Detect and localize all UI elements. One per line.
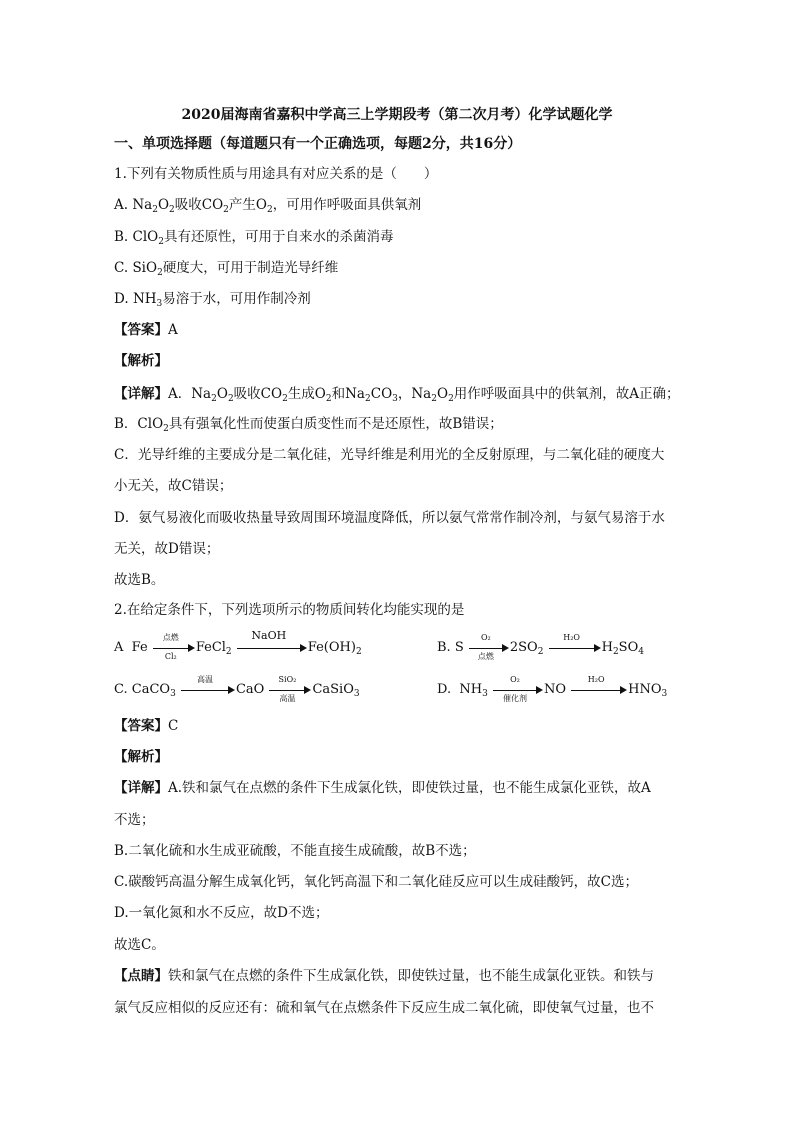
q1-detail-d-line2: 无关，故D错误；: [114, 541, 220, 557]
reaction-arrow: 高温: [181, 684, 235, 696]
q1-option-d: D. $NH_3$易溶于水，可用作制冷剂: [114, 291, 311, 309]
q2-detail-b: B.二氧化硫和水生成亚硫酸，不能直接生成硫酸，故B不选；: [114, 843, 476, 859]
q2-detail-c: C.碳酸钙高温分解生成氧化钙，氧化钙高温下和二氧化硅反应可以生成硅酸钙，故C选；: [114, 874, 638, 890]
q2-detail-d: D.一氧化氮和水不反应，故D不选；: [114, 905, 329, 921]
q1-option-c: C. SiO$_2$硬度大，可用于制造光导纤维: [114, 260, 339, 278]
q2-option-c: C. CaCO$_3$ 高温 CaO SiO₂ 高温 CaSiO$_3$: [114, 674, 360, 703]
q2-stem: 2.在给定条件下，下列选项所示的物质间转化均能实现的是: [114, 602, 465, 618]
q2-answer: 【答案】C: [114, 718, 179, 734]
q1-detail-b: B．ClO$_2$具有强氧化性而使蛋白质变性而不是还原性，故B错误；: [114, 416, 503, 434]
q2-detail-a-line2: 不选；: [114, 812, 155, 828]
reaction-arrow: SiO₂ 高温: [269, 684, 311, 696]
q1-answer: 【答案】A: [114, 322, 178, 338]
reaction-arrow: O₂ 点燃: [469, 642, 509, 654]
q1-detail-a: 【详解】A．$Na_2O_2$吸收$CO_2$生成$O_2$和$Na_2CO_3$，$Na_2O_2$用作呼吸面具中的供氧剂，故A正确；: [114, 386, 680, 404]
q1-detail-d-line1: D．氨气易液化而吸收热量导致周围环境温度降低，所以氨气常常作制冷剂，与氨气易溶于水: [114, 510, 665, 526]
q1-conclusion: 故选B。: [114, 572, 165, 588]
q1-detail-c-line2: 小无关，故C错误；: [114, 478, 233, 494]
q1-stem: 1.下列有关物质性质与用途具有对应关系的是（ ）: [114, 166, 438, 182]
q2-analysis-heading: 【解析】: [114, 749, 168, 765]
q2-option-d: D. $NH_3$ O₂ 催化剂 NO H₂O $HNO_3$: [437, 674, 668, 703]
q2-option-a: A Fe 点燃 Cl₂ FeCl$_2$ NaOH $Fe(OH)_2$: [114, 628, 362, 661]
reaction-arrow: H₂O: [571, 684, 627, 696]
q2-detail-a-line1: 【详解】A.铁和氯气在点燃的条件下生成氯化铁，即使铁过量，也不能生成氯化亚铁，故A: [114, 780, 651, 796]
reaction-arrow: NaOH: [237, 642, 307, 654]
q1-option-b: B. ClO$_2$具有还原性，可用于自来水的杀菌消毒: [114, 229, 394, 247]
q2-tip-line2: 氯气反应相似的反应还有：硫和氧气在点燃条件下反应生成二氧化硫，即使氧气过量，也不: [114, 1000, 654, 1016]
q2-conclusion: 故选C。: [114, 937, 165, 953]
reaction-arrow: O₂ 催化剂: [493, 684, 543, 696]
q2-option-b: B. S O₂ 点燃 $2SO_2$ H₂O $H_2SO_4$: [437, 632, 644, 661]
page-title: 2020届海南省嘉积中学高三上学期段考（第二次月考）化学试题化学: [181, 107, 613, 123]
q2-tip-line1: 【点睛】铁和氯气在点燃的条件下生成氯化铁，即使铁过量，也不能生成氯化亚铁。和铁与: [114, 968, 654, 984]
q1-analysis-heading: 【解析】: [114, 353, 168, 369]
q1-option-a: A. $Na_2O_2$吸收$CO_2$产生$O_2$，可用作呼吸面具供氧剂: [114, 197, 422, 215]
reaction-arrow: 点燃 Cl₂: [153, 642, 195, 654]
q1-detail-c-line1: C．光导纤维的主要成分是二氧化硅，光导纤维是利用光的全反射原理，与二氧化硅的硬度大: [114, 447, 665, 463]
reaction-arrow: H₂O: [549, 642, 601, 654]
section-heading: 一、单项选择题（每道题只有一个正确选项，每题2分，共16分）: [114, 136, 522, 152]
